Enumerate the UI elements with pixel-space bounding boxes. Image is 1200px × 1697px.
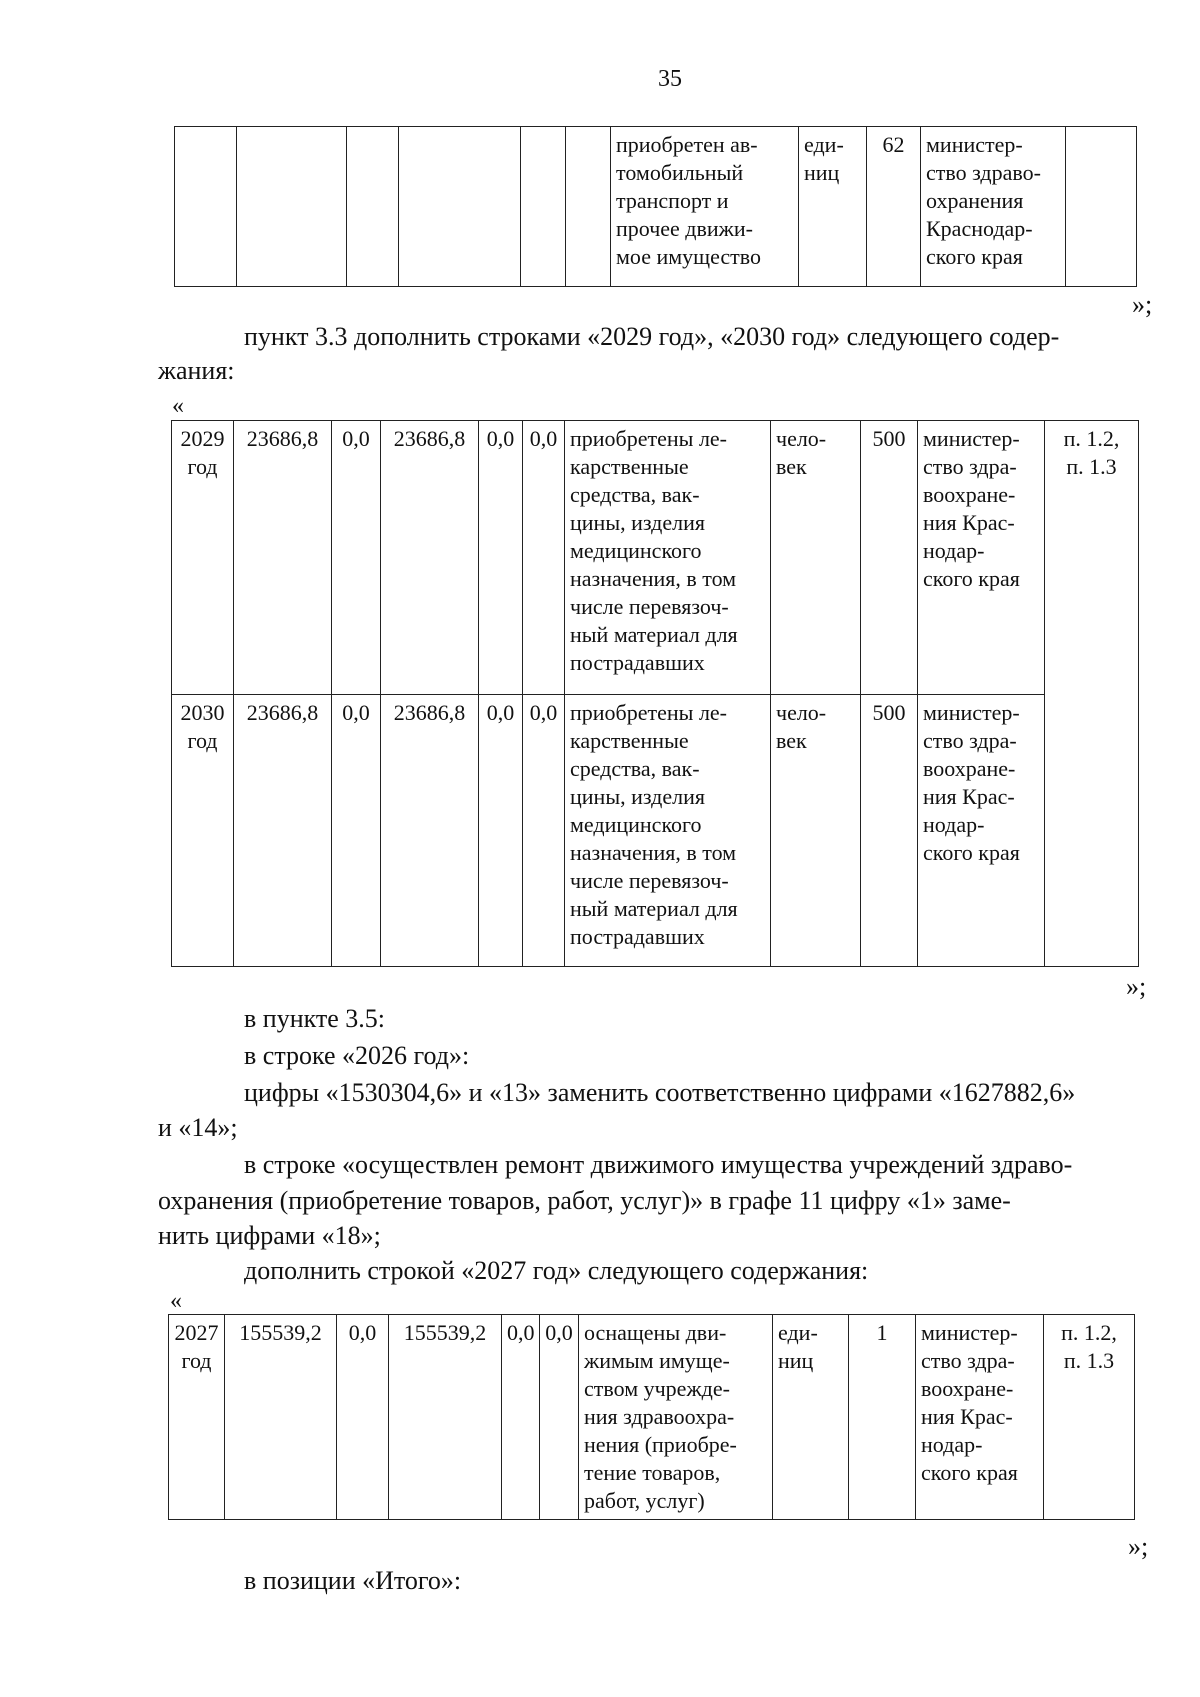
table-cell xyxy=(399,127,521,287)
table-cell-quantity: 62 xyxy=(867,127,921,287)
table-row xyxy=(175,127,1137,287)
table-cell-organization: министер- ство здра- воохране- ния Крас- нодар- ского края xyxy=(918,695,1045,967)
closing-quote-2: »; xyxy=(1126,972,1147,1001)
table-cell: 23686,8 xyxy=(381,695,479,967)
table-cell-unit: еди- ниц xyxy=(799,127,867,287)
table-cell xyxy=(347,127,399,287)
paragraph-3-3-line2: жания: xyxy=(158,356,235,385)
table-cell-reference: п. 1.2, п. 1.3 xyxy=(1044,1315,1135,1520)
table-cell-unit: чело- век xyxy=(771,695,861,967)
table-cell-quantity: 1 xyxy=(849,1315,916,1520)
table-cell xyxy=(237,127,347,287)
table-cell-organization: министер- ство здра- воохране- ния Крас- нодар- ского края xyxy=(918,421,1045,695)
table-cell: 0,0 xyxy=(523,695,565,967)
paragraph-row-2026: в строке «2026 год»: xyxy=(244,1041,470,1070)
table-cell: 0,0 xyxy=(540,1315,579,1520)
table-cell: 0,0 xyxy=(332,695,381,967)
table-cell-organization: министер- ство здра- воохране- ния Крас- нодар- ского края xyxy=(916,1315,1044,1520)
table-cell-description: приобретен ав- томобильный транспорт и прочее движи- мое имущество xyxy=(611,127,799,287)
table-cell: 0,0 xyxy=(337,1315,389,1520)
paragraph-point-3-5: в пункте 3.5: xyxy=(244,1004,386,1033)
closing-quote-3: »; xyxy=(1128,1532,1149,1561)
opening-quote-1: « xyxy=(172,393,184,419)
table-cell-unit: еди- ниц xyxy=(773,1315,849,1520)
table-cell: 0,0 xyxy=(332,421,381,695)
table-cell-year: 2030 год xyxy=(172,695,234,967)
table-cell: 0,0 xyxy=(479,421,523,695)
table-cell xyxy=(175,127,237,287)
table-cell-description: приобретены ле- карственные средства, вак- цины, изделия медицинского назначения, в том числе перевязоч- ный материал для пострадавших xyxy=(565,421,771,695)
table-cell-organization: министер- ство здраво- охранения Краснодар- ского края xyxy=(921,127,1066,287)
paragraph-digits-line1: цифры «1530304,6» и «13» заменить соответственно цифрами «1627882,6» xyxy=(244,1078,1076,1107)
paragraph-repair-line3: нить цифрами «18»; xyxy=(158,1221,381,1250)
paragraph-digits-line2: и «14»; xyxy=(158,1113,238,1142)
table-cell-quantity: 500 xyxy=(861,421,918,695)
table-cell: 0,0 xyxy=(523,421,565,695)
closing-quote-1: »; xyxy=(1132,290,1153,319)
table-cell-reference: п. 1.2, п. 1.3 xyxy=(1045,421,1139,967)
opening-quote-2: « xyxy=(170,1288,182,1314)
table-2027 xyxy=(168,1314,1135,1520)
table-2029-2030 xyxy=(171,420,1139,967)
table-cell-total: 155539,2 xyxy=(225,1315,337,1520)
table-cell xyxy=(521,127,566,287)
paragraph-itogo: в позиции «Итого»: xyxy=(244,1566,462,1595)
paragraph-repair-line2: охранения (приобретение товаров, работ, услуг)» в графе 11 цифру «1» заме- xyxy=(158,1186,1011,1215)
table-cell: 155539,2 xyxy=(389,1315,502,1520)
table-row xyxy=(172,695,1139,967)
table-cell-description: оснащены дви- жимым имуще- ством учрежде- ния здравоохра- нения (приобре- тение товаров, работ, услуг) xyxy=(579,1315,773,1520)
table-cell-unit: чело- век xyxy=(771,421,861,695)
table-cell-year: 2029 год xyxy=(172,421,234,695)
continuation-table xyxy=(174,126,1137,287)
table-cell-description: приобретены ле- карственные средства, вак- цины, изделия медицинского назначения, в том числе перевязоч- ный материал для пострадавших xyxy=(565,695,771,967)
paragraph-repair-line1: в строке «осуществлен ремонт движимого имущества учреждений здраво- xyxy=(244,1150,1073,1179)
table-cell-quantity: 500 xyxy=(861,695,918,967)
table-row xyxy=(169,1315,1135,1520)
page-number: 35 xyxy=(658,66,682,92)
table-cell: 23686,8 xyxy=(381,421,479,695)
table-cell: 0,0 xyxy=(502,1315,540,1520)
paragraph-add-2027: дополнить строкой «2027 год» следующего содержания: xyxy=(244,1256,869,1285)
table-cell-total: 23686,8 xyxy=(234,421,332,695)
table-cell: 0,0 xyxy=(479,695,523,967)
table-cell xyxy=(1066,127,1137,287)
table-cell xyxy=(566,127,611,287)
table-cell-total: 23686,8 xyxy=(234,695,332,967)
table-row xyxy=(172,421,1139,695)
table-cell-year: 2027 год xyxy=(169,1315,225,1520)
paragraph-3-3-line1: пункт 3.3 дополнить строками «2029 год», «2030 год» следующего содер- xyxy=(244,322,1060,351)
